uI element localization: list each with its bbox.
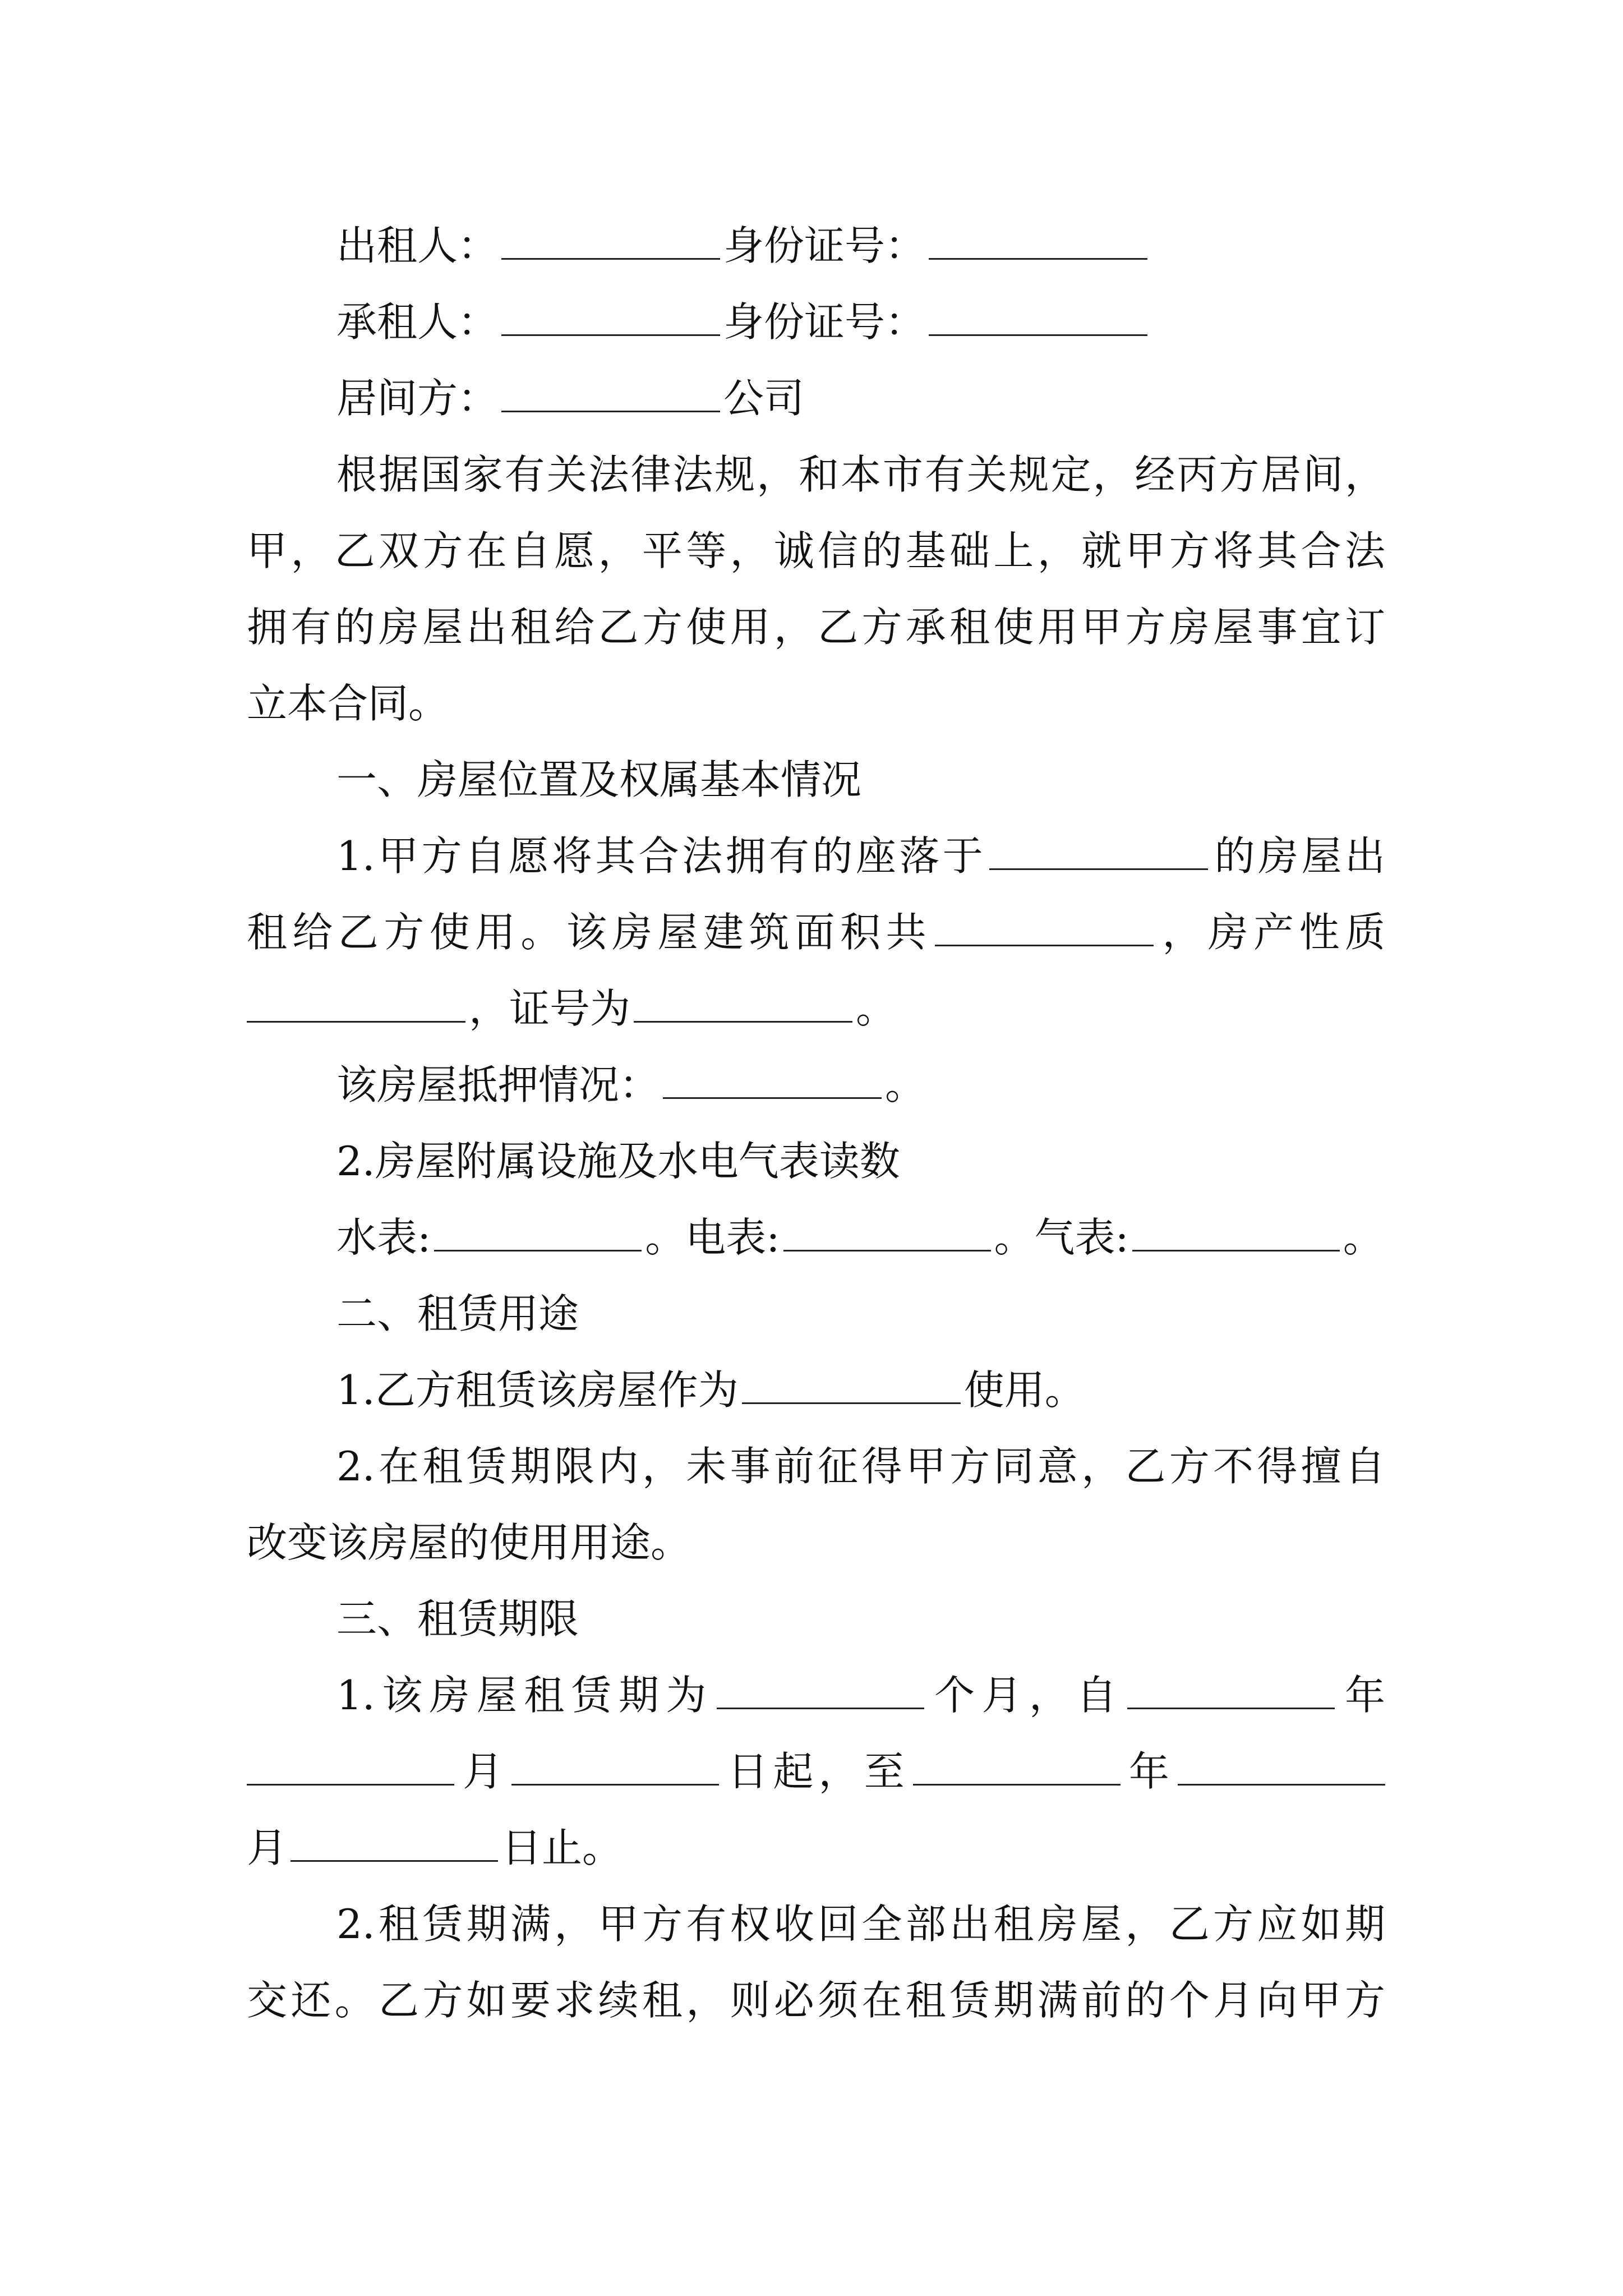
- s3-p1-line-3: [247, 1820, 1385, 1876]
- certificate-blank[interactable]: [634, 986, 852, 1023]
- agent-company: 公司: [723, 375, 805, 422]
- lessee-name-blank[interactable]: [501, 300, 720, 336]
- month-label-1: 月: [458, 1748, 509, 1795]
- electric-meter-label: 。电表:: [645, 1214, 780, 1261]
- end-year-blank[interactable]: [913, 1749, 1121, 1786]
- s3-p1-text-b: 个月，自: [927, 1672, 1124, 1719]
- electric-meter-blank[interactable]: [783, 1215, 991, 1251]
- meters-title: 2.房屋附属设施及水电气表读数: [336, 1138, 900, 1185]
- intro-line-1: 根据国家有关法律法规，和本市有关规定，经丙方居间，: [336, 451, 1385, 498]
- s1-p3-line: [247, 981, 1385, 1037]
- lessee-id-blank[interactable]: [929, 300, 1147, 336]
- agent-name-blank[interactable]: [501, 376, 720, 412]
- mortgage-line: [336, 1057, 1385, 1113]
- intro-line-3: 拥有的房屋出租给乙方使用，乙方承租使用甲方房屋事宜订: [247, 604, 1385, 651]
- months-blank[interactable]: [717, 1673, 924, 1709]
- s3-p1-line-2: [247, 1743, 1385, 1800]
- lessor-line: [336, 218, 1385, 274]
- end-month-blank[interactable]: [1178, 1749, 1385, 1786]
- water-meter-blank[interactable]: [434, 1215, 642, 1251]
- s3-p2-line-2: 交还。乙方如要求续租，则必须在租赁期满前的个月向甲方: [247, 1977, 1385, 2024]
- agent-label: 居间方：: [336, 375, 499, 422]
- s1-p2-text-a: 租给乙方使用。该房屋建筑面积共: [247, 909, 932, 956]
- start-month-blank[interactable]: [247, 1749, 454, 1786]
- s3-p2-line-1: 2.租赁期满，甲方有权收回全部出租房屋，乙方应如期: [336, 1901, 1385, 1948]
- s2-p1-line: [336, 1362, 1385, 1418]
- s2-p2-line-2: 改变该房屋的使用用途。: [247, 1519, 691, 1566]
- s1-p2-line: [247, 904, 1385, 960]
- gas-meter-label: 。气表:: [994, 1214, 1129, 1261]
- month-label-2: 月: [247, 1824, 288, 1871]
- start-day-blank[interactable]: [511, 1749, 719, 1786]
- agent-line: [336, 370, 1385, 426]
- lessee-line: [336, 294, 1385, 350]
- mortgage-end: 。: [885, 1061, 926, 1108]
- location-blank[interactable]: [989, 834, 1208, 870]
- s1-p1-line: [336, 828, 1385, 884]
- s2-p1-text-b: 使用。: [963, 1366, 1085, 1414]
- usage-blank[interactable]: [742, 1368, 961, 1404]
- s1-p3-text-a: ，证号为: [469, 985, 631, 1032]
- lessor-name-blank[interactable]: [501, 223, 720, 260]
- section-3-heading: 三、租赁期限: [336, 1595, 579, 1642]
- year-label-2: 年: [1123, 1748, 1174, 1795]
- gas-meter-blank[interactable]: [1132, 1215, 1340, 1251]
- s2-p1-text-a: 1.乙方租赁该房屋作为: [336, 1366, 739, 1414]
- start-year-blank[interactable]: [1127, 1673, 1335, 1709]
- water-meter-label: 水表:: [336, 1214, 431, 1261]
- s1-p1-text-a: 1.甲方自愿将其合法拥有的座落于: [336, 832, 986, 880]
- end-day-blank[interactable]: [291, 1825, 498, 1862]
- section-1-heading: 一、房屋位置及权属基本情况: [336, 756, 862, 803]
- day-to-label: 日止。: [501, 1824, 623, 1871]
- lessee-label: 承租人：: [336, 298, 499, 346]
- s3-p1-line-1: [336, 1667, 1385, 1723]
- lessee-id-label: 身份证号：: [723, 298, 926, 346]
- s1-p1-text-b: 的房屋出: [1211, 832, 1385, 880]
- property-type-blank[interactable]: [247, 986, 465, 1023]
- day-from-label: 日起，至: [722, 1748, 910, 1795]
- intro-line-4: 立本合同。: [247, 680, 449, 727]
- meters-line: [336, 1209, 1385, 1266]
- area-blank[interactable]: [935, 910, 1154, 946]
- lessor-label: 出租人：: [336, 222, 499, 269]
- mortgage-blank[interactable]: [663, 1062, 882, 1099]
- s1-p2-text-b: ，房产性质: [1156, 909, 1385, 956]
- s1-p3-text-b: 。: [856, 985, 897, 1032]
- meters-end: 。: [1343, 1214, 1384, 1261]
- intro-line-2: 甲，乙双方在自愿，平等，诚信的基础上，就甲方将其合法: [247, 527, 1385, 574]
- s3-p1-text-a: 1.该房屋租赁期为: [336, 1672, 713, 1719]
- section-2-heading: 二、租赁用途: [336, 1290, 579, 1337]
- mortgage-label: 该房屋抵押情况：: [336, 1061, 660, 1108]
- lessor-id-blank[interactable]: [929, 223, 1147, 260]
- lessor-id-label: 身份证号：: [723, 222, 926, 269]
- s2-p2-line-1: 2.在租赁期限内，未事前征得甲方同意，乙方不得擅自: [336, 1443, 1385, 1490]
- year-label-1: 年: [1338, 1672, 1385, 1719]
